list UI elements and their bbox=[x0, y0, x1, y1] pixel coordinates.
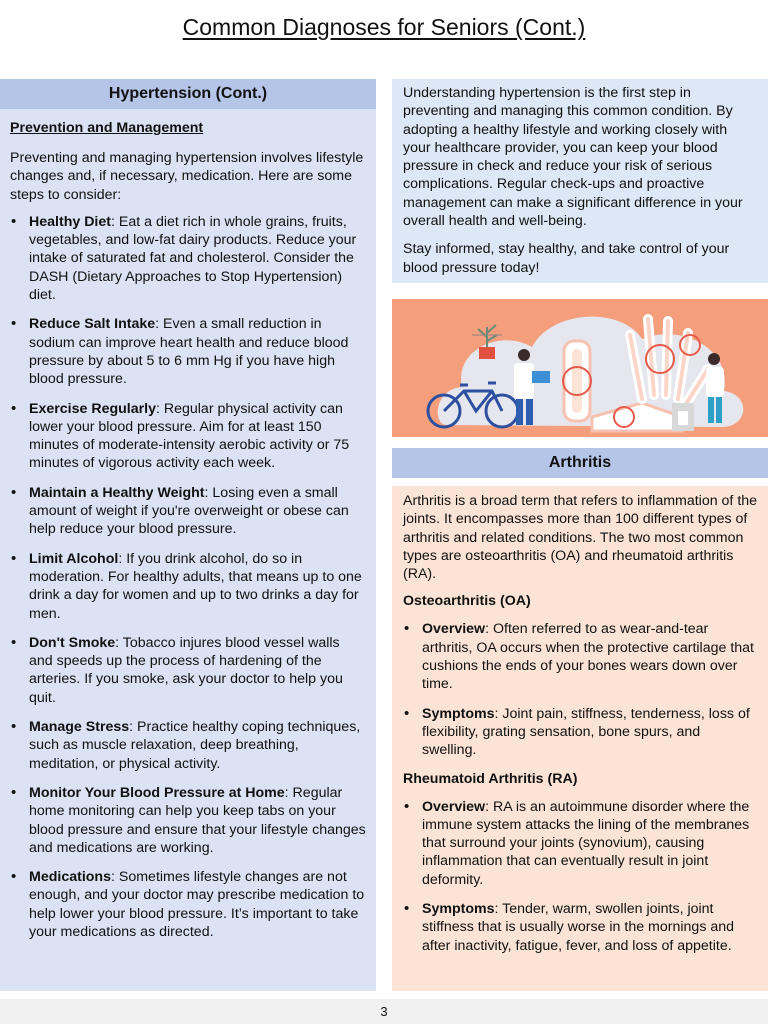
bullet-term: Overview bbox=[422, 621, 486, 638]
clipboard-icon bbox=[672, 403, 694, 431]
ra-list bbox=[403, 798, 758, 955]
bullet-text: : Regular home monitoring can help you keep tabs on your blood pressure and ensure that your lifestyle changes and medications are working. bbox=[29, 784, 366, 856]
list-item bbox=[10, 400, 366, 473]
bullet-text: : Tender, warm, swollen joints, joint stiffness that is usually worse in the mornings and after inactivity, fatigue, fever, and loss of appetite. bbox=[422, 901, 735, 954]
bullet-term: Manage Stress bbox=[29, 719, 130, 736]
hypertension-header: Hypertension (Cont.) bbox=[0, 79, 376, 109]
prevention-list bbox=[10, 213, 366, 941]
bullet-term: Medications bbox=[29, 869, 111, 886]
bullet-text: : Practice healthy coping techniques, such as muscle relaxation, deep breathing, meditation, or physical activity. bbox=[29, 719, 361, 772]
bullet-text: : Losing even a small amount of weight if you're overweight or obese can help reduce your blood pressure. bbox=[29, 484, 349, 538]
oa-list bbox=[403, 620, 758, 759]
list-item bbox=[10, 315, 366, 388]
list-item bbox=[10, 484, 366, 539]
arthritis-panel bbox=[392, 486, 768, 991]
list-item bbox=[403, 705, 758, 760]
bullet-text: : Eat a diet rich in whole grains, fruits, vegetables, and low-fat dairy products. Reduce your intake of saturated fat and cholesterol. Consider the DASH (Dietary Approaches to Stop Hypertension) diet. bbox=[29, 213, 357, 304]
bullet-term: Don't Smoke bbox=[29, 634, 116, 651]
prevention-intro: Preventing and managing hypertension involves lifestyle changes and, if necessary, medication. Here are some steps to consider: bbox=[10, 150, 364, 203]
list-item bbox=[403, 900, 758, 955]
bullet-term: Limit Alcohol bbox=[29, 550, 119, 567]
bullet-term: Symptoms bbox=[422, 901, 495, 918]
page-footer bbox=[0, 999, 768, 1024]
bullet-term: Exercise Regularly bbox=[29, 400, 156, 417]
list-item bbox=[403, 620, 758, 693]
doctors-examining-joints-illustration bbox=[392, 299, 768, 437]
bullet-term: Healthy Diet bbox=[29, 213, 111, 230]
list-item bbox=[10, 718, 366, 773]
list-item bbox=[10, 213, 366, 304]
hypertension-summary-panel bbox=[392, 79, 768, 283]
arthritis-intro: Arthritis is a broad term that refers to inflammation of the joints. It encompasses more than 100 different types of arthritis and related conditions. The two most common types are osteoarthritis (OA) and rheumatoid arthritis (RA). bbox=[403, 493, 758, 583]
bullet-text: : Often referred to as wear-and-tear arthritis, OA occurs when the protective cartilage that cushions the ends of your bones wears down over time. bbox=[422, 621, 754, 693]
arthritis-header: Arthritis bbox=[392, 448, 768, 478]
hypertension-closing: Stay informed, stay healthy, and take control of your blood pressure today! bbox=[403, 241, 730, 276]
bullet-text: : Tobacco injures blood vessel walls and speeds up the process of hardening of the arteries. If you smoke, ask your doctor to help you quit. bbox=[29, 634, 343, 706]
bullet-text: : Sometimes lifestyle changes are not enough, and your doctor may prescribe medication to help lower your blood pressure. It’s important to take your medications as directed. bbox=[29, 869, 365, 940]
list-item bbox=[403, 798, 758, 889]
list-item bbox=[10, 784, 366, 857]
leg-bone-icon bbox=[563, 341, 591, 421]
bullet-term: Monitor Your Blood Pressure at Home bbox=[29, 784, 285, 801]
hypertension-panel bbox=[0, 79, 376, 991]
list-item bbox=[10, 634, 366, 707]
bullet-text: : Joint pain, stiffness, tenderness, loss of flexibility, grating sensation, bone spurs, and swelling. bbox=[422, 705, 750, 759]
bullet-text: : Even a small reduction in sodium can improve heart health and reduce blood pressure by about 5 to 6 mm Hg if you have high blood pressure. bbox=[29, 316, 349, 388]
prevention-subheading: Prevention and Management bbox=[10, 120, 204, 136]
bullet-term: Overview bbox=[422, 798, 486, 815]
oa-heading: Osteoarthritis (OA) bbox=[403, 593, 531, 610]
bullet-term: Reduce Salt Intake bbox=[29, 316, 156, 333]
hypertension-body bbox=[0, 109, 376, 941]
bullet-text: : Regular physical activity can lower your blood pressure. Aim for at least 150 minutes of moderate-intensity aerobic activity or 75 minutes of vigorous activity each week. bbox=[29, 400, 350, 472]
ra-heading: Rheumatoid Arthritis (RA) bbox=[403, 770, 578, 787]
bullet-term: Symptoms bbox=[422, 705, 495, 722]
bullet-term: Maintain a Healthy Weight bbox=[29, 484, 205, 501]
list-item bbox=[10, 550, 366, 623]
bullet-text: : If you drink alcohol, do so in moderation. For healthy adults, that means up to one drink a day for women and up to two drinks a day for men. bbox=[29, 550, 362, 622]
bullet-text: : RA is an autoimmune disorder where the immune system attacks the lining of the membranes that surround your joints (synovium), causing inflammation that can eventually result in joint deformity. bbox=[422, 798, 750, 888]
hypertension-summary: Understanding hypertension is the first step in preventing and managing this common condition. By adopting a healthy lifestyle and working closely with your healthcare provider, you can keep your blood pressure in check and reduce your risk of serious complications. Regular check-ups and proactive management can make a significant difference in your overall health and well-being. bbox=[403, 85, 743, 230]
list-item bbox=[10, 868, 366, 941]
illustration-graphic bbox=[392, 299, 768, 437]
page-number: 3 bbox=[380, 1004, 388, 1019]
page-title: Common Diagnoses for Seniors (Cont.) bbox=[182, 14, 586, 40]
